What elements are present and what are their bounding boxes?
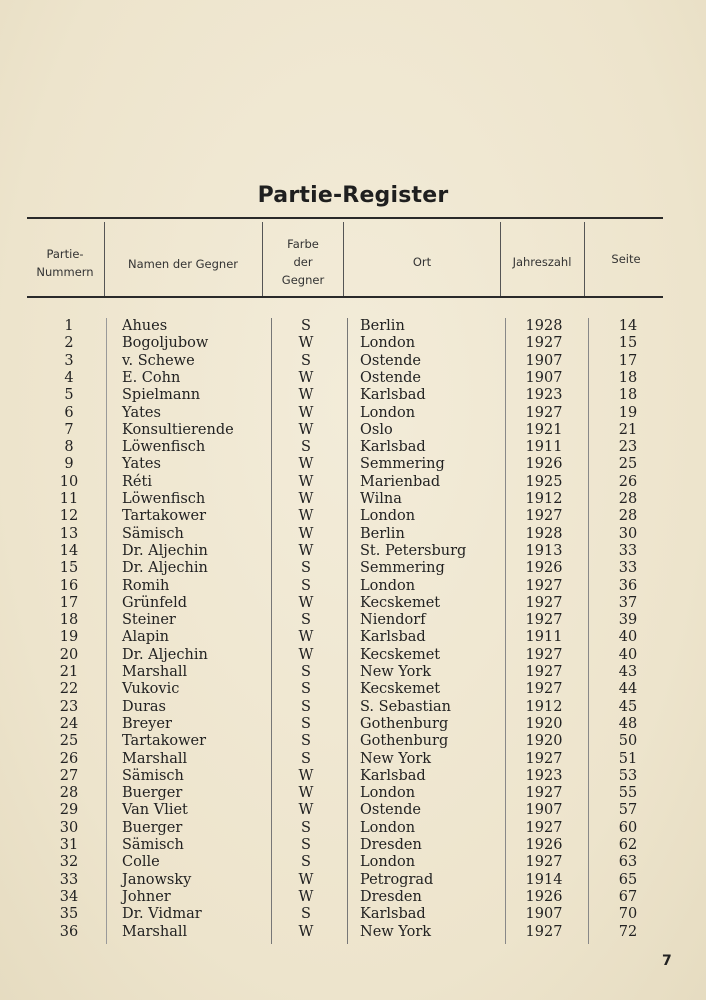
opponent-name: Konsultierende <box>122 421 234 438</box>
year: 1927 <box>525 785 563 802</box>
table-row <box>0 629 706 646</box>
year: 1928 <box>525 318 563 334</box>
partie-number: 29 <box>59 802 79 819</box>
table-row <box>0 612 706 629</box>
partie-number: 36 <box>59 923 79 940</box>
location: Dresden <box>360 837 422 853</box>
year: 1926 <box>525 888 563 905</box>
year: 1927 <box>525 404 563 421</box>
opponent-color: S <box>301 819 311 836</box>
year: 1921 <box>525 421 563 438</box>
location: London <box>360 785 416 802</box>
year: 1926 <box>525 560 563 577</box>
page-ref: 65 <box>618 871 638 888</box>
table-row <box>0 716 706 733</box>
location: Semmering <box>360 456 445 473</box>
partie-number: 25 <box>59 733 79 750</box>
partie-number: 34 <box>59 888 79 905</box>
page-ref: 28 <box>618 508 638 525</box>
opponent-color: W <box>298 594 314 611</box>
page-ref: 26 <box>618 473 638 490</box>
opponent-name: Bogoljubow <box>122 335 209 352</box>
partie-number: 24 <box>59 715 79 732</box>
location: Dresden <box>360 888 422 905</box>
location: Niendorf <box>360 612 426 629</box>
location: Karlsbad <box>360 629 426 646</box>
location: Ostende <box>360 369 421 386</box>
location: Karlsbad <box>360 439 426 456</box>
table-row <box>0 439 706 456</box>
page-ref: 30 <box>618 525 638 542</box>
location: London <box>360 404 416 421</box>
opponent-name: Sämisch <box>122 837 184 853</box>
opponent-name: Steiner <box>122 612 176 629</box>
location: Karlsbad <box>360 906 426 923</box>
partie-number: 9 <box>64 456 74 473</box>
location: Kecskemet <box>360 594 441 611</box>
opponent-color: W <box>298 421 314 438</box>
table-row <box>0 837 706 854</box>
partie-number: 10 <box>59 473 79 490</box>
opponent-name: Tartakower <box>122 508 207 525</box>
year: 1927 <box>525 681 563 698</box>
table-row <box>0 854 706 871</box>
location: London <box>360 577 416 594</box>
page-ref: 18 <box>618 369 638 386</box>
partie-number: 12 <box>59 508 79 525</box>
opponent-color: S <box>301 733 311 750</box>
partie-number: 16 <box>59 577 79 594</box>
page-ref: 37 <box>618 594 638 611</box>
year: 1923 <box>525 767 563 784</box>
header-text: Farbe <box>287 237 319 251</box>
header-divider <box>104 222 105 298</box>
opponent-color: W <box>298 785 314 802</box>
partie-number: 2 <box>64 335 74 352</box>
page-ref: 40 <box>618 646 638 663</box>
header-text: Nummern <box>36 265 94 279</box>
opponent-name: Colle <box>122 854 160 871</box>
page-ref: 23 <box>618 439 638 456</box>
table-row <box>0 508 706 525</box>
header-bottom-rule <box>27 296 663 298</box>
partie-number: 21 <box>59 664 79 680</box>
page-ref: 48 <box>618 715 638 732</box>
opponent-color: S <box>301 318 311 334</box>
opponent-name: Dr. Aljechin <box>122 542 208 559</box>
partie-number: 11 <box>59 491 79 507</box>
year: 1927 <box>525 923 563 940</box>
partie-number: 15 <box>59 560 79 577</box>
table-row <box>0 681 706 698</box>
partie-number: 6 <box>64 404 74 421</box>
page-ref: 33 <box>618 560 638 577</box>
partie-number: 4 <box>64 369 74 386</box>
partie-number: 19 <box>59 629 79 646</box>
page-ref: 21 <box>618 421 638 438</box>
location: Kecskemet <box>360 646 441 663</box>
page-ref: 60 <box>618 819 638 836</box>
opponent-name: Réti <box>122 473 152 490</box>
partie-number: 32 <box>59 854 79 871</box>
page-ref: 44 <box>618 681 638 698</box>
opponent-color: S <box>301 439 311 456</box>
page-ref: 36 <box>618 577 638 594</box>
year: 1927 <box>525 612 563 629</box>
opponent-color: W <box>298 491 314 507</box>
year: 1907 <box>525 802 563 819</box>
opponent-name: Dr. Vidmar <box>122 906 202 923</box>
page-title: Partie-Register <box>257 183 449 208</box>
opponent-name: Johner <box>122 888 171 905</box>
year: 1914 <box>525 871 563 888</box>
opponent-name: Spielmann <box>122 387 201 404</box>
partie-number: 28 <box>59 785 79 802</box>
opponent-color: W <box>298 767 314 784</box>
location: Ostende <box>360 802 421 819</box>
opponent-color: W <box>298 473 314 490</box>
page-ref: 43 <box>618 664 638 680</box>
partie-number: 35 <box>59 906 79 923</box>
opponent-color: S <box>301 577 311 594</box>
opponent-color: W <box>298 802 314 819</box>
year: 1912 <box>525 698 563 715</box>
year: 1911 <box>525 439 563 456</box>
partie-number: 7 <box>64 421 74 438</box>
opponent-name: Dr. Aljechin <box>122 646 208 663</box>
page-ref: 19 <box>618 404 638 421</box>
year: 1926 <box>525 456 563 473</box>
table-row <box>0 474 706 491</box>
header-text: der <box>293 255 313 269</box>
location: Wilna <box>360 491 402 507</box>
partie-number: 22 <box>59 681 79 698</box>
opponent-name: Yates <box>122 404 161 421</box>
location: Semmering <box>360 560 445 577</box>
opponent-color: W <box>298 387 314 404</box>
year: 1927 <box>525 335 563 352</box>
opponent-name: Tartakower <box>122 733 207 750</box>
header-namen-der-gegner: Namen der Gegner <box>127 257 238 271</box>
opponent-name: Romih <box>122 577 170 594</box>
opponent-color: S <box>301 715 311 732</box>
table-row <box>0 647 706 664</box>
location: Marienbad <box>360 473 441 490</box>
page-ref: 14 <box>618 318 638 334</box>
opponent-name: Yates <box>122 456 161 473</box>
opponent-name: Marshall <box>122 664 188 680</box>
page-ref: 28 <box>618 491 638 507</box>
opponent-color: W <box>298 871 314 888</box>
page-ref: 55 <box>618 785 638 802</box>
location: New York <box>360 923 432 940</box>
opponent-name: Dr. Aljechin <box>122 560 208 577</box>
year: 1926 <box>525 837 563 853</box>
opponent-color: W <box>298 923 314 940</box>
table-top-rule <box>27 217 663 219</box>
partie-number: 8 <box>64 439 74 456</box>
year: 1927 <box>525 750 563 767</box>
opponent-name: Sämisch <box>122 767 184 784</box>
header-divider <box>262 222 263 298</box>
page-ref: 39 <box>618 612 638 629</box>
table-row <box>0 456 706 473</box>
table-row <box>0 543 706 560</box>
table-row <box>0 422 706 439</box>
location: Berlin <box>360 318 405 334</box>
opponent-color: W <box>298 646 314 663</box>
partie-number: 13 <box>59 525 79 542</box>
opponent-name: Buerger <box>122 819 183 836</box>
location: New York <box>360 664 432 680</box>
opponent-color: W <box>298 404 314 421</box>
opponent-color: S <box>301 352 311 369</box>
table-row <box>0 335 706 352</box>
year: 1927 <box>525 664 563 680</box>
table-row <box>0 387 706 404</box>
opponent-color: S <box>301 681 311 698</box>
partie-number: 23 <box>59 698 79 715</box>
page-ref: 72 <box>618 923 638 940</box>
opponent-color: W <box>298 456 314 473</box>
year: 1911 <box>525 629 563 646</box>
table-row <box>0 560 706 577</box>
header-divider <box>343 222 344 298</box>
location: Gothenburg <box>360 733 449 750</box>
opponent-color: S <box>301 698 311 715</box>
table-row <box>0 768 706 785</box>
table-row <box>0 370 706 387</box>
page-ref: 33 <box>618 542 638 559</box>
partie-number: 18 <box>59 612 79 629</box>
opponent-name: Löwenfisch <box>122 491 206 507</box>
opponent-name: E. Cohn <box>122 369 181 386</box>
year: 1927 <box>525 854 563 871</box>
opponent-name: Janowsky <box>122 871 192 888</box>
year: 1928 <box>525 525 563 542</box>
opponent-color: W <box>298 508 314 525</box>
year: 1913 <box>525 542 563 559</box>
opponent-color: W <box>298 369 314 386</box>
table-row <box>0 751 706 768</box>
year: 1907 <box>525 906 563 923</box>
table-row <box>0 405 706 422</box>
year: 1912 <box>525 491 563 507</box>
table-row <box>0 785 706 802</box>
location: London <box>360 335 416 352</box>
page-ref: 53 <box>618 767 638 784</box>
header-divider <box>584 222 585 298</box>
partie-number: 31 <box>59 837 79 853</box>
location: Berlin <box>360 525 405 542</box>
partie-number: 33 <box>59 871 79 888</box>
table-row <box>0 526 706 543</box>
header-text: Partie- <box>46 247 84 261</box>
opponent-color: S <box>301 612 311 629</box>
partie-number: 26 <box>59 750 79 767</box>
location: Petrograd <box>360 871 434 888</box>
opponent-color: S <box>301 854 311 871</box>
opponent-name: v. Schewe <box>122 352 195 369</box>
page-ref: 63 <box>618 854 638 871</box>
page-ref: 15 <box>618 335 638 352</box>
year: 1923 <box>525 387 563 404</box>
location: London <box>360 854 416 871</box>
opponent-color: S <box>301 837 311 853</box>
opponent-color: S <box>301 560 311 577</box>
table-row <box>0 733 706 750</box>
table-row <box>0 595 706 612</box>
page-ref: 25 <box>618 456 638 473</box>
header-text: Gegner <box>281 273 325 287</box>
opponent-color: W <box>298 629 314 646</box>
year: 1907 <box>525 352 563 369</box>
page-ref: 62 <box>618 837 638 853</box>
location: Karlsbad <box>360 767 426 784</box>
header-jahreszahl: Jahreszahl <box>512 255 572 269</box>
location: S. Sebastian <box>360 698 451 715</box>
partie-number: 17 <box>59 594 79 611</box>
table-row <box>0 491 706 508</box>
opponent-color: W <box>298 542 314 559</box>
page-ref: 45 <box>618 698 638 715</box>
opponent-color: S <box>301 664 311 680</box>
location: Oslo <box>360 421 393 438</box>
partie-number: 30 <box>59 819 79 836</box>
opponent-color: W <box>298 335 314 352</box>
partie-number: 27 <box>59 767 79 784</box>
opponent-name: Duras <box>122 698 166 715</box>
opponent-color: S <box>301 750 311 767</box>
location: Karlsbad <box>360 387 426 404</box>
opponent-name: Löwenfisch <box>122 439 206 456</box>
location: London <box>360 819 416 836</box>
partie-number: 3 <box>64 352 74 369</box>
table-row <box>0 578 706 595</box>
year: 1927 <box>525 819 563 836</box>
year: 1925 <box>525 473 563 490</box>
header-ort: Ort <box>412 255 432 269</box>
opponent-name: Buerger <box>122 785 183 802</box>
opponent-color: W <box>298 525 314 542</box>
header-partie-nummern <box>30 245 100 281</box>
page-ref: 18 <box>618 387 638 404</box>
table-row <box>0 924 706 941</box>
table-row <box>0 889 706 906</box>
page-ref: 67 <box>618 888 638 905</box>
header-seite: Seite <box>611 252 641 266</box>
opponent-color: S <box>301 906 311 923</box>
opponent-name: Grünfeld <box>122 594 188 611</box>
opponent-name: Marshall <box>122 923 188 940</box>
page-ref: 70 <box>618 906 638 923</box>
page-ref: 57 <box>618 802 638 819</box>
year: 1907 <box>525 369 563 386</box>
partie-number: 5 <box>64 387 74 404</box>
page-ref: 50 <box>618 733 638 750</box>
year: 1927 <box>525 577 563 594</box>
opponent-name: Van Vliet <box>122 802 188 819</box>
partie-number: 14 <box>59 542 79 559</box>
header-farbe-der-gegner <box>264 235 342 289</box>
location: Ostende <box>360 352 421 369</box>
table-row <box>0 820 706 837</box>
opponent-name: Ahues <box>122 318 168 334</box>
opponent-name: Sämisch <box>122 525 184 542</box>
location: New York <box>360 750 432 767</box>
page-ref: 17 <box>618 352 638 369</box>
page-number: 7 <box>662 953 672 969</box>
year: 1920 <box>525 715 563 732</box>
table-row <box>0 802 706 819</box>
opponent-name: Vukovic <box>122 681 180 698</box>
location: St. Petersburg <box>360 542 467 559</box>
table-row <box>0 872 706 889</box>
page-ref: 40 <box>618 629 638 646</box>
location: London <box>360 508 416 525</box>
table-row <box>0 906 706 923</box>
table-row <box>0 699 706 716</box>
table-row <box>0 353 706 370</box>
opponent-name: Marshall <box>122 750 188 767</box>
partie-number: 20 <box>59 646 79 663</box>
year: 1927 <box>525 594 563 611</box>
opponent-name: Breyer <box>122 715 172 732</box>
year: 1927 <box>525 508 563 525</box>
partie-number: 1 <box>64 318 74 334</box>
opponent-name: Alapin <box>122 629 170 646</box>
location: Kecskemet <box>360 681 441 698</box>
table-row <box>0 664 706 681</box>
year: 1920 <box>525 733 563 750</box>
opponent-color: W <box>298 888 314 905</box>
table-row <box>0 318 706 335</box>
year: 1927 <box>525 646 563 663</box>
page-ref: 51 <box>618 750 638 767</box>
location: Gothenburg <box>360 715 449 732</box>
